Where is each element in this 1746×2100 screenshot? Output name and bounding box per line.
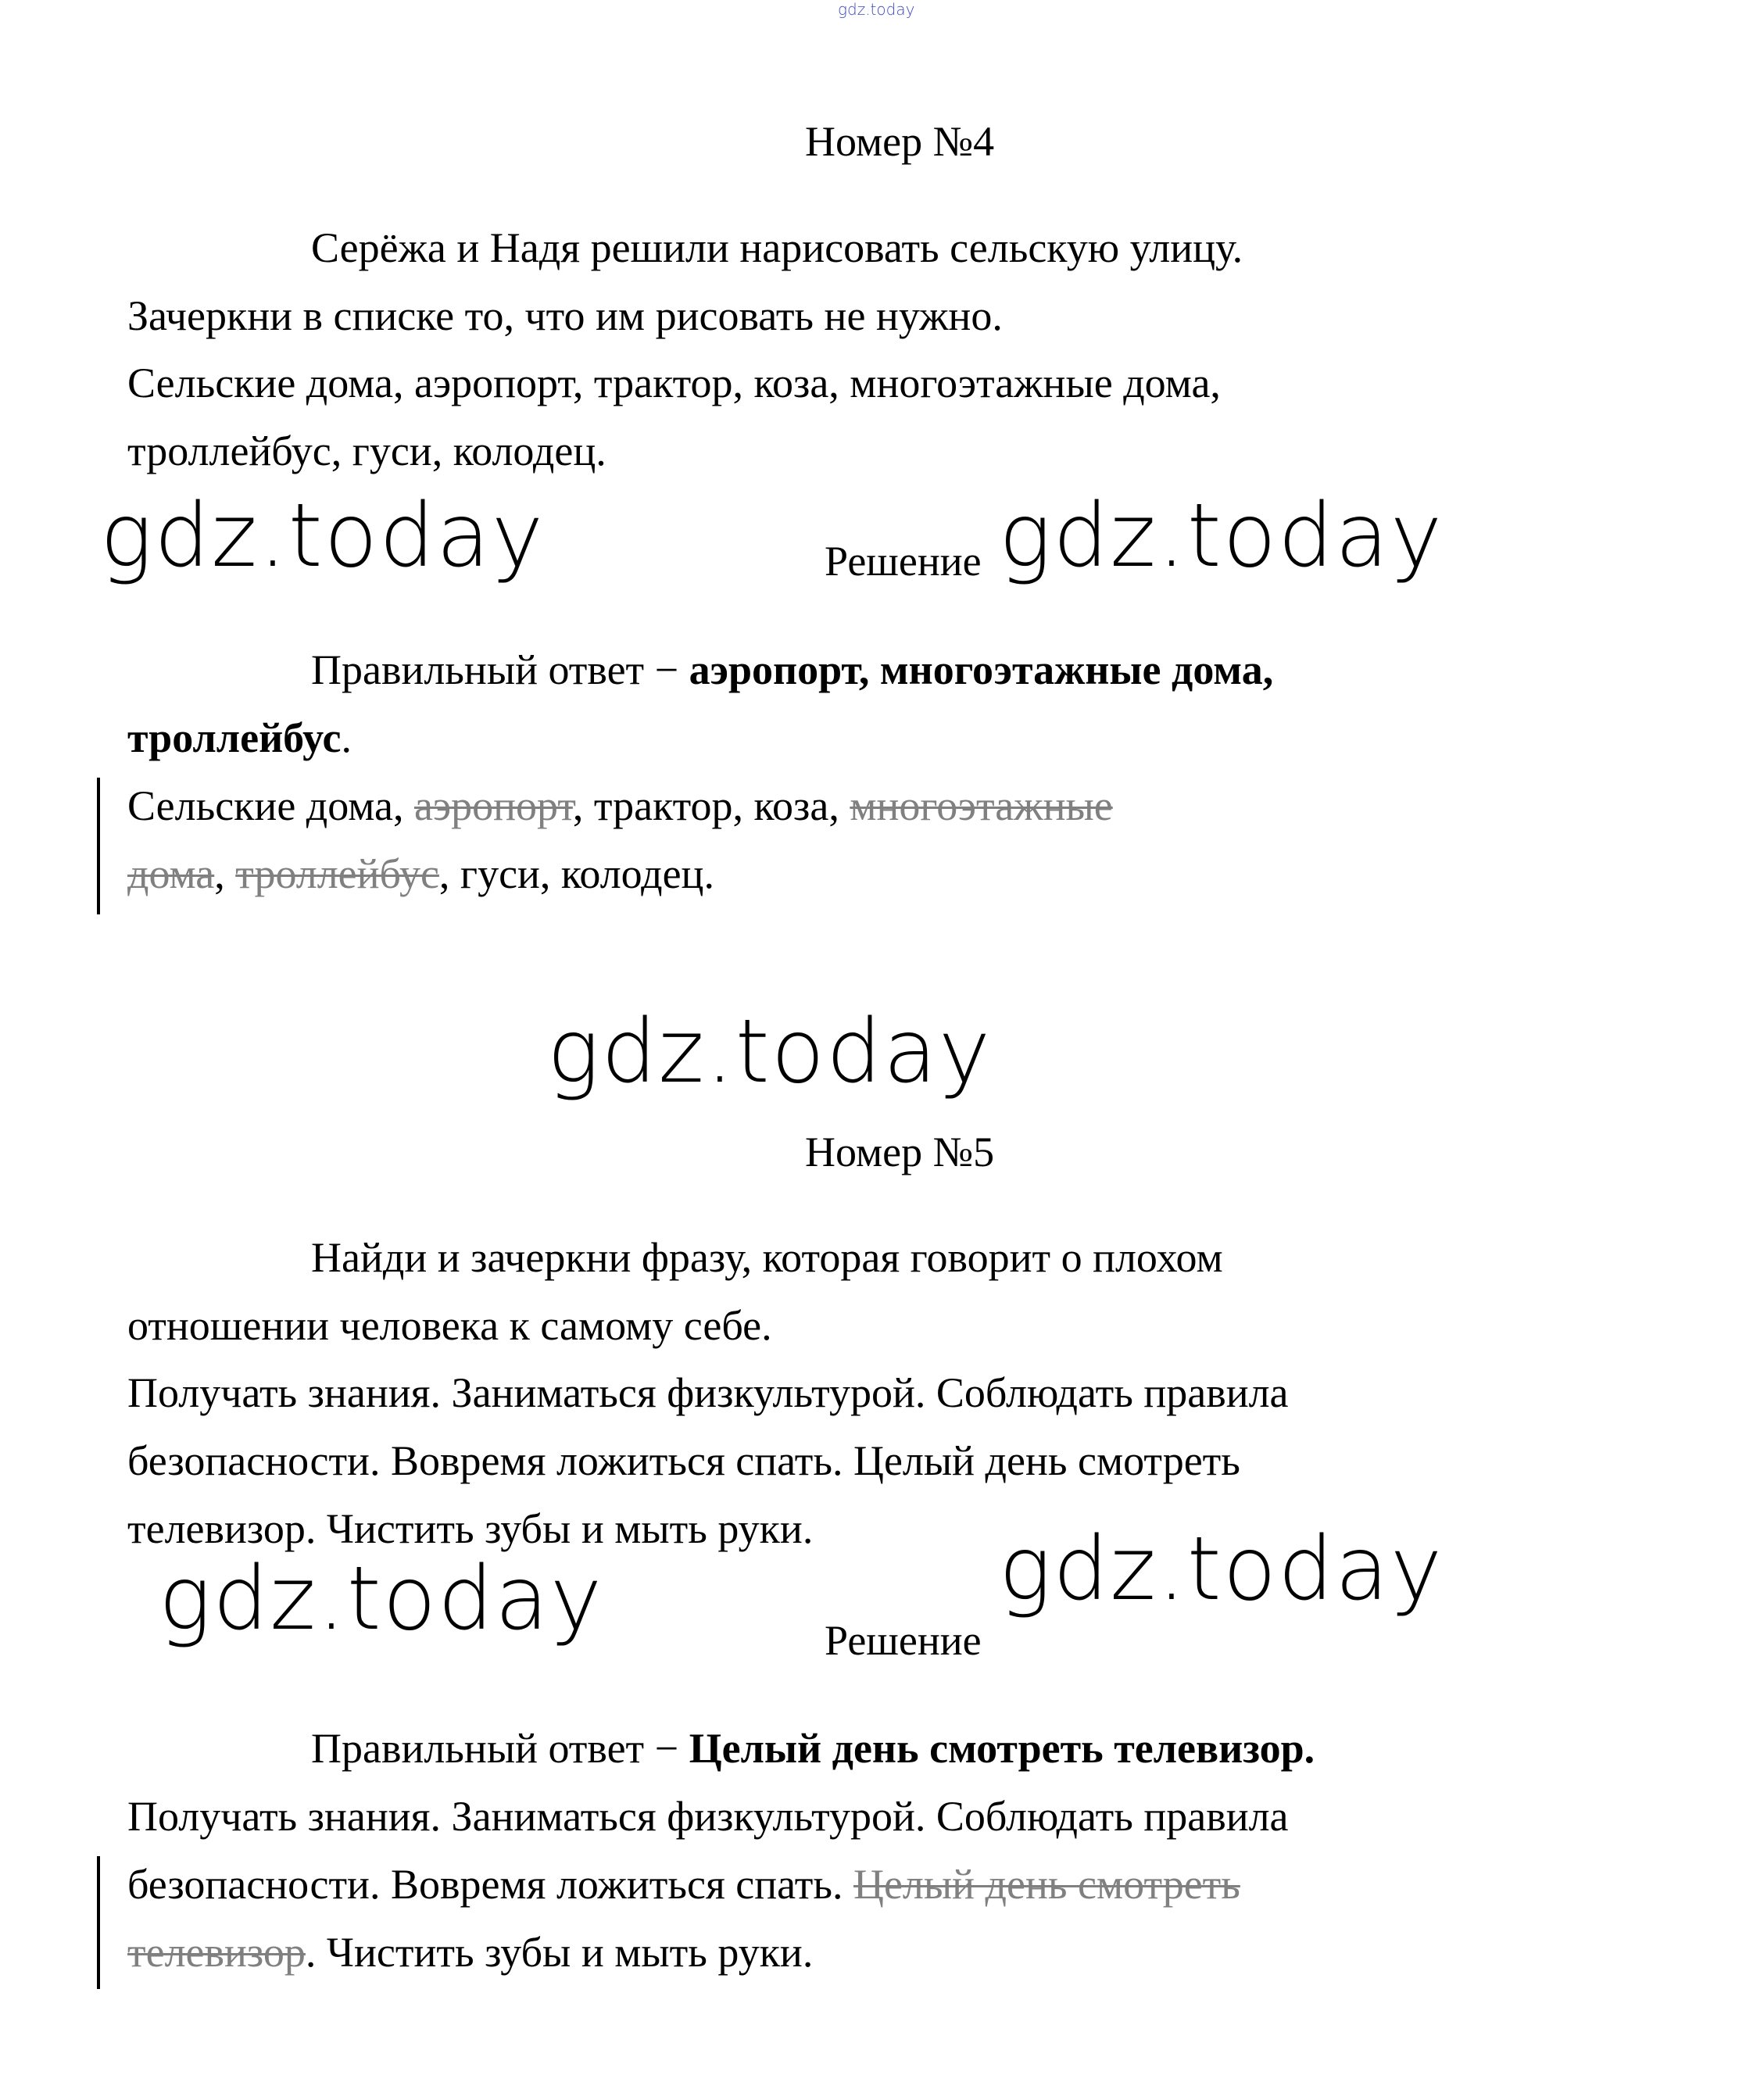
watermark: gdz.today xyxy=(159,1548,604,1650)
struck-text: Целый день смотреть xyxy=(853,1861,1240,1908)
task4-result-line xyxy=(127,850,714,897)
task5-title: Номер №5 xyxy=(805,1129,995,1175)
task5-question-line: безопасности. Вовремя ложиться спать. Целый день смотреть xyxy=(127,1437,1240,1484)
watermark: gdz.today xyxy=(547,1001,993,1103)
task4-answer-line xyxy=(311,646,1274,693)
result-text: безопасности. Вовремя ложиться спать. xyxy=(127,1861,853,1908)
struck-text: троллейбус xyxy=(235,850,439,897)
struck-text: аэропорт xyxy=(414,782,573,829)
struck-text: телевизор xyxy=(127,1929,306,1976)
task5-question-line: Найди и зачеркни фразу, которая говорит о плохом xyxy=(311,1234,1223,1281)
header-watermark: gdz.today xyxy=(838,0,915,19)
task4-question-line: Серёжа и Надя решили нарисовать сельскую улицу. xyxy=(311,224,1243,271)
task4-solution-label: Решение xyxy=(825,538,982,585)
change-bar xyxy=(97,778,100,914)
task5-result-line: Получать знания. Заниматься физкультурой. Соблюдать правила xyxy=(127,1793,1289,1840)
struck-text: дома xyxy=(127,850,215,897)
task5-answer-prefix: Правильный ответ − xyxy=(311,1725,679,1772)
task5-question-line: отношении человека к самому себе. xyxy=(127,1302,772,1349)
task4-answer-bold: аэропорт, многоэтажные дома, xyxy=(689,646,1274,693)
result-text: . Чистить зубы и мыть руки. xyxy=(305,1929,814,1976)
task5-answer-bold: Целый день смотреть телевизор. xyxy=(689,1725,1315,1772)
task5-question-line: телевизор. Чистить зубы и мыть руки. xyxy=(127,1505,814,1552)
task5-solution-label: Решение xyxy=(825,1617,982,1664)
result-text: , гуси, колодец. xyxy=(438,850,714,897)
watermark: gdz.today xyxy=(999,485,1444,587)
result-text: , xyxy=(214,850,236,897)
task5-question-line: Получать знания. Заниматься физкультурой. Соблюдать правила xyxy=(127,1369,1289,1416)
task4-answer-bold: троллейбус xyxy=(127,714,342,761)
result-text: , трактор, коза, xyxy=(572,782,850,829)
task4-answer-end: . xyxy=(341,714,352,761)
task4-question-line: троллейбус, гуси, колодец. xyxy=(127,428,606,474)
task4-title: Номер №4 xyxy=(805,118,995,165)
task5-result-line xyxy=(127,1929,814,1976)
change-bar xyxy=(97,1856,100,1989)
task4-answer-prefix: Правильный ответ − xyxy=(311,646,679,693)
task4-question-line: Сельские дома, аэропорт, трактор, коза, многоэтажные дома, xyxy=(127,360,1221,406)
task4-result-line xyxy=(127,782,1113,829)
task4-question-line: Зачеркни в списке то, что им рисовать не нужно. xyxy=(127,292,1003,339)
watermark: gdz.today xyxy=(100,485,546,587)
task5-answer-line xyxy=(311,1725,1315,1772)
watermark: gdz.today xyxy=(999,1519,1444,1620)
task5-result-line xyxy=(127,1861,1240,1908)
struck-text: многоэтажные xyxy=(850,782,1113,829)
result-text: Сельские дома, xyxy=(127,782,415,829)
task4-answer-line xyxy=(127,714,352,761)
